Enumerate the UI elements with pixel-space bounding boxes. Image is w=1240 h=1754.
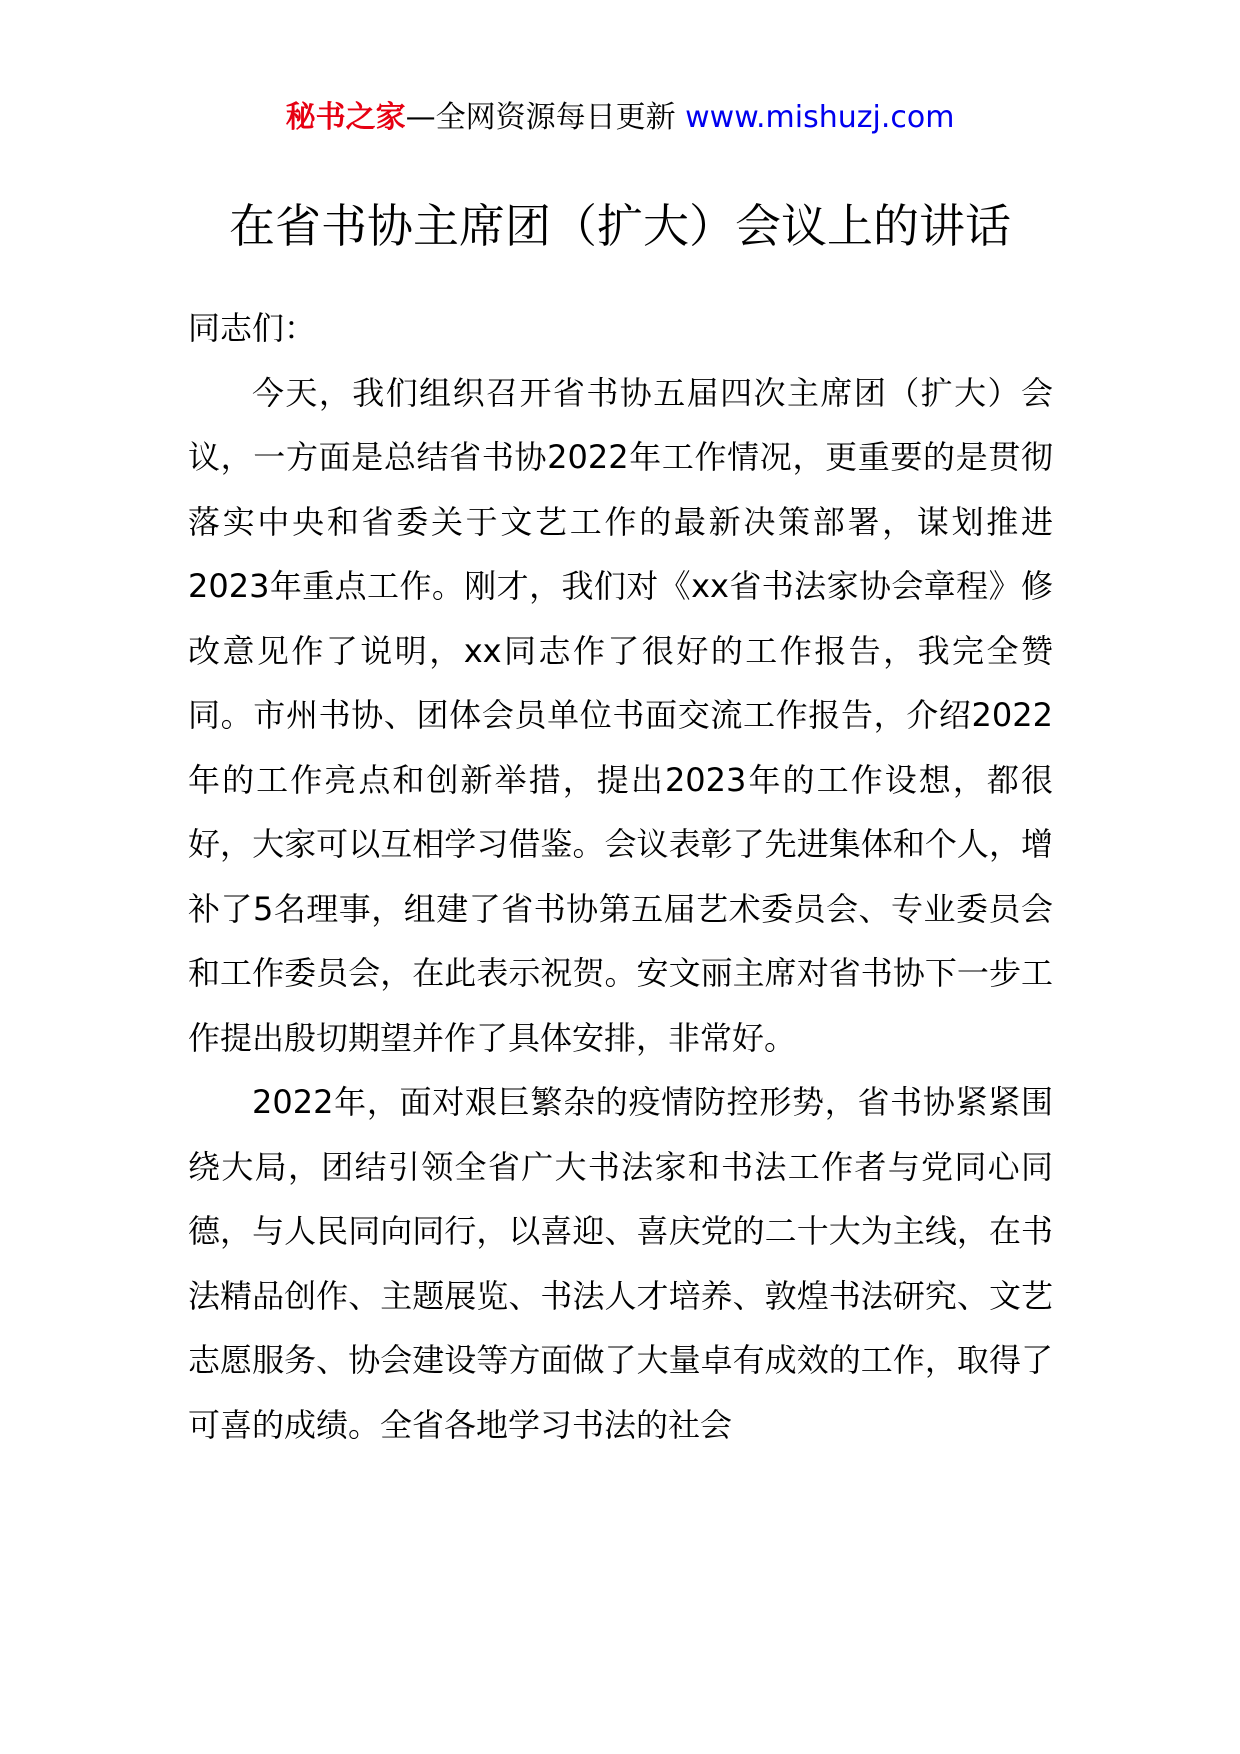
brand-name: 秘书之家 [285,100,406,135]
document-body [188,296,1053,1457]
body-paragraph: 2022年，面对艰巨繁杂的疫情防控形势，省书协紧紧围绕大局，团结引领全省广大书法家和书法工作者与党同心同德，与人民同向同行，以喜迎、喜庆党的二十大为主线，在书法精品创作、主题展览、书法人才培养、敦煌书法研究、文艺志愿服务、协会建设等方面做了大量卓有成效的工作，取得了可喜的成绩。全省各地学习书法的社会 [188,1083,1053,1444]
body-paragraph: 今天，我们组织召开省书协五届四次主席团（扩大）会议，一方面是总结省书协2022年工作情况，更重要的是贯彻落实中央和省委关于文艺工作的最新决策部署，谋划推进2023年重点工作。刚才，我们对《xx省书法家协会章程》修改意见作了说明，xx同志作了很好的工作报告，我完全赞同。市州书协、团体会员单位书面交流工作报告，介绍2022年的工作亮点和创新举措，提出2023年的工作设想，都很好，大家可以互相学习借鉴。会议表彰了先进集体和个人，增补了5名理事，组建了省书协第五届艺术委员会、专业委员会和工作委员会，在此表示祝贺。安文丽主席对省书协下一步工作提出殷切期望并作了具体安排，非常好。 [188,373,1053,1057]
site-header [0,98,1240,138]
header-tagline: —全网资源每日更新 [405,100,676,135]
site-url-link[interactable]: www.mishuzj.com [685,100,955,135]
document-title: 在省书协主席团（扩大）会议上的讲话 [229,199,1011,253]
salutation: 同志们： [188,309,317,347]
